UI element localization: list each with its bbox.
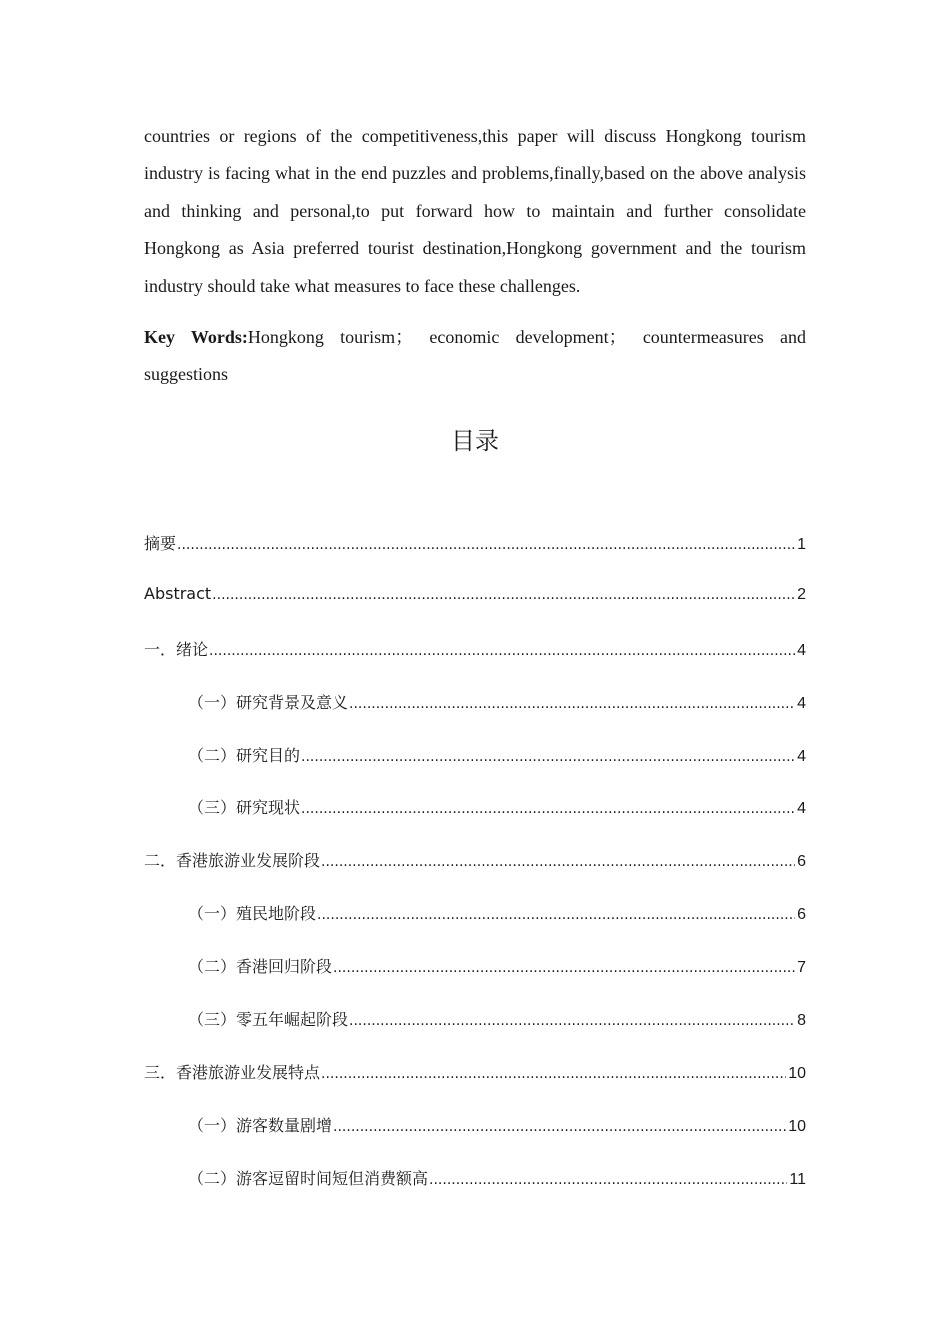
toc-leader-dots — [349, 693, 795, 712]
toc-entry-1-2[interactable] — [144, 743, 806, 796]
toc-entry-chapter-3[interactable] — [144, 1060, 806, 1113]
toc-entry-1-1[interactable] — [144, 690, 806, 743]
toc-entry-page: 11 — [789, 1170, 806, 1188]
toc-leader-dots — [317, 904, 795, 923]
toc-entry-zhaiyao[interactable] — [144, 531, 806, 584]
toc-entry-label: （一）游客数量剧增 — [188, 1115, 333, 1135]
abstract-paragraph: countries or regions of the competitiveness,this paper will discuss Hongkong tourism industry is facing what in the end puzzles and problems,finally,based on the above analysis and thinking and personal,to put forward how to maintain and further consolidate Hongkong as Asia preferred tourist destination,Hongkong government and the tourism industry should take what measures to face these challenges. — [144, 126, 806, 296]
toc-entry-label: 三．香港旅游业发展特点 — [144, 1062, 321, 1082]
toc-entry-page: 7 — [797, 959, 806, 977]
toc-entry-page: 1 — [797, 536, 806, 553]
toc-entry-label: 摘要 — [144, 534, 177, 553]
document-page — [144, 118, 806, 1188]
toc-entry-2-3[interactable] — [144, 1007, 806, 1060]
toc-entry-page: 4 — [797, 800, 806, 818]
toc-entry-label: 二．香港旅游业发展阶段 — [144, 851, 321, 871]
toc-entry-page: 4 — [797, 747, 806, 765]
toc-leader-dots — [301, 746, 795, 765]
keywords-line — [144, 319, 806, 394]
table-of-contents — [144, 531, 806, 1219]
toc-entry-2-1[interactable] — [144, 901, 806, 954]
toc-title: 目录 — [451, 427, 499, 455]
toc-entry-page: 6 — [797, 853, 806, 871]
toc-entry-label: （二）研究目的 — [188, 745, 301, 765]
toc-entry-label: （三）研究现状 — [188, 798, 301, 818]
toc-entry-label: Abstract — [144, 583, 212, 603]
toc-entry-label: （二）游客逗留时间短但消费额高 — [188, 1168, 429, 1188]
toc-leader-dots — [349, 1010, 795, 1029]
toc-entry-3-2[interactable] — [144, 1166, 806, 1219]
toc-leader-dots — [212, 584, 795, 603]
toc-entry-3-1[interactable] — [144, 1113, 806, 1166]
toc-entry-label: （一）殖民地阶段 — [188, 904, 317, 924]
toc-entry-page: 2 — [797, 585, 806, 603]
toc-entry-chapter-1[interactable] — [144, 637, 806, 690]
keywords-label: Key Words: — [144, 327, 248, 348]
toc-entry-page: 4 — [797, 641, 806, 659]
toc-entry-label: （一）研究背景及意义 — [188, 692, 349, 712]
toc-leader-dots — [429, 1169, 787, 1188]
toc-entry-abstract[interactable] — [144, 584, 806, 637]
keywords-text: Hongkong tourism； economic development； countermeasures and suggestions — [144, 327, 806, 385]
toc-entry-label: 一．绪论 — [144, 639, 209, 659]
toc-entry-label: （二）香港回归阶段 — [188, 957, 333, 977]
toc-leader-dots — [301, 798, 795, 817]
toc-entry-page: 4 — [797, 694, 806, 712]
toc-leader-dots — [209, 640, 795, 659]
toc-entry-2-2[interactable] — [144, 954, 806, 1007]
toc-entry-page: 10 — [788, 1064, 806, 1082]
toc-entry-1-3[interactable] — [144, 795, 806, 848]
toc-entry-chapter-2[interactable] — [144, 848, 806, 901]
toc-entry-page: 6 — [797, 906, 806, 924]
toc-leader-dots — [177, 534, 795, 553]
toc-leader-dots — [333, 957, 795, 976]
toc-entry-page: 8 — [797, 1012, 806, 1030]
toc-entry-label: （三）零五年崛起阶段 — [188, 1010, 349, 1030]
toc-entry-page: 10 — [788, 1117, 806, 1135]
toc-leader-dots — [321, 1063, 786, 1082]
toc-leader-dots — [333, 1116, 786, 1135]
toc-leader-dots — [321, 851, 795, 870]
